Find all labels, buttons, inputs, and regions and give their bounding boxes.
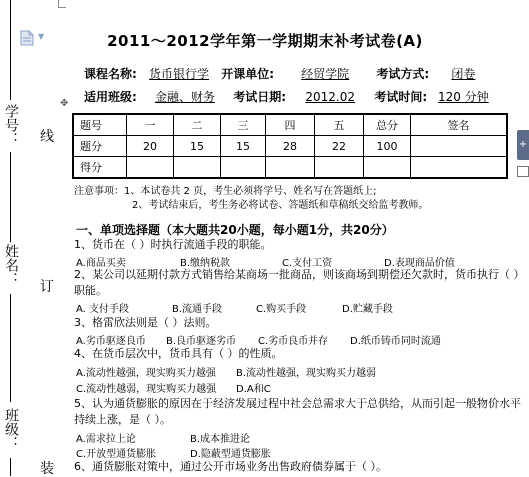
score-input-cell[interactable] [364, 157, 411, 179]
table-cell: 一 [127, 114, 174, 136]
question-text: 5、认为通货膨胀的原因在于经济发展过程中社会总需求大于总供给，从而引起一般物价水平 [74, 397, 521, 410]
option-c: C.流动性越弱，现实购买力越强 [76, 384, 217, 395]
question-text: 3、格雷欣法则是（ ）法则。 [74, 316, 217, 329]
unit-label: 开课单位: [221, 67, 274, 81]
table-row [73, 157, 507, 179]
class-label: 适用班级: [84, 90, 137, 104]
class-info-row [84, 88, 495, 106]
score-input-cell[interactable] [221, 157, 266, 179]
option-a: A.商品买卖 [76, 258, 126, 269]
option-a: A.劣币驱逐良币 [76, 336, 146, 347]
option-b: B.良币驱逐劣币 [166, 336, 237, 347]
table-cell: 五 [315, 114, 364, 136]
unit-value: 经贸学院 [301, 67, 350, 81]
binding-line [10, 0, 11, 100]
method-value: 闭卷 [451, 67, 476, 81]
binding-margin [0, 0, 58, 476]
score-input-cell[interactable] [174, 157, 221, 179]
course-label: 课程名称: [84, 67, 137, 81]
question-text: 1、货币在（ ）时执行流通手段的职能。 [74, 238, 272, 251]
option-c: C.购买手段 [256, 304, 307, 315]
date-label: 考试日期: [233, 90, 286, 104]
page-corner-mark [58, 0, 66, 8]
table-cell: 20 [127, 136, 174, 157]
table-cell: 22 [315, 136, 364, 157]
binding-char-order: 订 [40, 279, 54, 295]
exam-title: 2011～2012学年第一学期期末补考试卷(A) [107, 32, 423, 50]
option-c: C.劣币良币并存 [258, 336, 329, 347]
table-cell: 得分 [73, 157, 127, 179]
question-text: 职能。 [74, 284, 107, 297]
name-label: 姓名： [3, 244, 19, 286]
score-table [72, 113, 508, 179]
option-b: B.缴纳税款 [180, 258, 231, 269]
score-input-cell[interactable] [315, 157, 364, 179]
question-text: 4、在货币层次中，货币具有（ ）的性质。 [74, 347, 283, 360]
table-cell: 三 [221, 114, 266, 136]
table-row [73, 136, 507, 157]
binding-line [10, 294, 11, 402]
binding-char-bind: 装 [40, 461, 54, 477]
notes-line: 2、考试结束后，考生务必将试卷、答题纸和草稿纸交给监考教师。 [132, 200, 429, 211]
table-cell: 15 [174, 136, 221, 157]
chevron-down-icon[interactable]: ▼ [38, 32, 45, 41]
option-d: D.贮藏手段 [342, 304, 393, 315]
resize-handle[interactable] [517, 166, 529, 177]
time-value: 120 分钟 [438, 90, 489, 104]
method-label: 考试方式: [376, 67, 430, 81]
expand-tab[interactable]: + [517, 130, 529, 160]
score-input-cell[interactable] [127, 157, 174, 179]
time-label: 考试时间: [374, 90, 428, 104]
question-text: 2、某公司以延期付款方式销售给某商场一批商品，则该商场到期偿还欠款时，货币执行（ ） [74, 268, 525, 281]
document-icon[interactable] [20, 30, 34, 46]
table-cell: 签名 [411, 114, 508, 136]
notes-line: 注意事项：1、本试卷共 2 页，考生必须将学号、姓名写在答题纸上; [74, 186, 377, 197]
question-text: 持续上涨，是（ ）。 [74, 413, 171, 426]
option-a: A.需求拉上论 [76, 434, 136, 445]
class-value: 金融、财务 [154, 90, 215, 104]
score-input-cell[interactable] [266, 157, 315, 179]
option-c: C.开放型通货膨胀 [76, 449, 157, 460]
option-b: B.流动性越强，现实购买力越弱 [236, 368, 377, 379]
question-text: 6、通货膨胀对策中，通过公开市场业务出售政府债券属于（ ）。 [74, 460, 387, 473]
course-info-row [84, 65, 493, 83]
score-input-cell[interactable] [411, 157, 508, 179]
option-b: B.流通手段 [172, 304, 223, 315]
option-c: C.支付工资 [282, 258, 333, 269]
table-cell: 题号 [73, 114, 127, 136]
table-cell: 四 [266, 114, 315, 136]
table-cell: 二 [174, 114, 221, 136]
binding-line [10, 458, 11, 476]
option-a: A.流动性越强，现实购买力越强 [76, 368, 216, 379]
table-cell: 题分 [73, 136, 127, 157]
binding-line [10, 152, 11, 242]
date-value: 2012.02 [305, 90, 355, 104]
binding-char-line: 线 [40, 129, 54, 145]
table-cell [411, 136, 508, 157]
option-d: D.A和C [236, 384, 271, 395]
table-cell: 15 [221, 136, 266, 157]
table-cell: 100 [364, 136, 411, 157]
option-d: D.表现商品价值 [384, 258, 455, 269]
course-value: 货币银行学 [148, 67, 209, 81]
class-label: 班级： [3, 408, 19, 450]
option-d: D.纸币铸币同时流通 [350, 336, 441, 347]
table-cell: 28 [266, 136, 315, 157]
section-title: 一、单项选择题（本大题共20小题，每小题1分，共20分） [76, 223, 394, 237]
option-a: A. 支付手段 [76, 304, 130, 315]
student-id-label: 学号： [3, 104, 19, 146]
table-cell: 总分 [364, 114, 411, 136]
option-b: B.成本推进论 [190, 434, 251, 445]
table-move-handle-icon[interactable]: ✥ [60, 98, 69, 109]
option-d: D.隐蔽型通货膨胀 [190, 449, 271, 460]
table-row [73, 114, 507, 136]
